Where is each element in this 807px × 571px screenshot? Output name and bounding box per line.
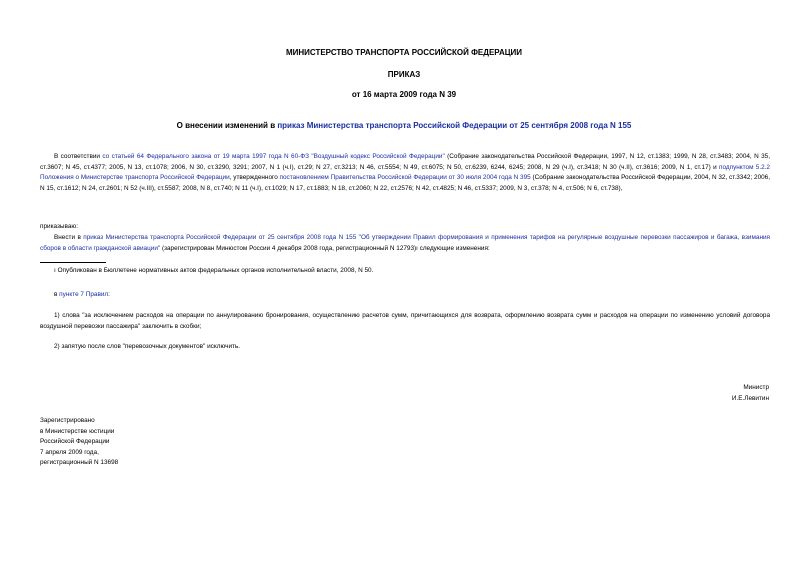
registration-line-4: 7 апреля 2009 года, <box>40 448 99 456</box>
preamble-paragraph <box>40 152 770 194</box>
clause-text-2: : <box>108 291 110 298</box>
item-2: 2) запятую после слов "перевозочных документов" исключить. <box>54 343 241 350</box>
footnote <box>54 266 754 277</box>
registration-line-5: регистрационный N 13698 <box>40 459 119 466</box>
registration-line-2: в Министерстве юстиции <box>40 427 115 435</box>
clause-text-1: в <box>54 291 60 298</box>
air-code-link[interactable]: со статьей 64 Федерального закона от 19 марта 1997 года N 60-ФЗ "Воздушный кодекс Российской Федерации" <box>102 153 445 160</box>
amend-paragraph <box>40 233 770 254</box>
title-prefix: О внесении изменений в <box>176 121 278 130</box>
amend-text-1: Внести в <box>54 234 84 241</box>
document-title <box>40 121 768 130</box>
amend-text-2: (зарегистрирован Минюстом России 4 декабря 2008 года, регистрационный N 12793) <box>160 244 417 252</box>
preamble-text-4: (Собрание законодательства Российской Федерации, 2004, N 32, ст.3342; 2006, N 15, ст.1612; N 24, ст.2601; N 52 (ч.III), ст.5587; 2008, N 8, ст.740; N 11 (ч.I), ст.1029; N 17, ст.1883; N 18, ст.2060; N 22, ст.2576; N 42, ст.4825; N 46, ст.5337; 2009, N 3, ст.378; N 4, ст.506; N 6, ст.738), <box>40 174 771 192</box>
footnote-marker-bottom: ı <box>54 267 58 274</box>
preamble-text-2: (Собрание законодательства Российской Федерации, 1997, N 12, ст.1383; 1999, N 28, ст.3483; 2004, N 35, ст.3607; N 45, ст.4377; 2005, N 13, ст.1078; 2006, N 30, ст.3290, 3291; 2007, N 1 (ч.I), ст.29; N 27, ст.3213; N 46, ст.5554; N 49, ст.6075; N 50, ст.6239, 6244, 6245; 2008, N 29 (ч.I), ст.3418; N 30 (ч.II), ст.3616; 2009, N 1, ст.17) и <box>40 153 771 171</box>
preamble-text-1: В соответствии <box>54 153 103 160</box>
regulation-link[interactable]: подпунктом 5.2.2 Положения о Министерстве транспорта Российской Федерации <box>40 163 770 181</box>
registration-line-1: Зарегистрировано <box>40 417 95 424</box>
amend-text-3: следующие изменения: <box>417 244 490 252</box>
ministry-heading: МИНИСТЕРСТВО ТРАНСПОРТА РОССИЙСКОЙ ФЕДЕРАЦИИ <box>285 48 523 57</box>
preamble-text-3: , утвержденного <box>229 174 280 181</box>
signature-name: И.Е.Левитин <box>731 395 769 402</box>
clause-7-link[interactable]: пункте 7 Правил <box>59 291 109 298</box>
item-1: 1) слова "за исключением расходов на операции по аннулированию бронирования, осуществлению расчетов сумм, причитающихся для возврата, оформлению возврата сумм и расходов на операции по изменению условий договора воздушной перевозки пассажира" заключить в скобки; <box>40 312 770 330</box>
order-word: приказываю: <box>40 223 78 230</box>
footnote-marker[interactable]: ı <box>416 245 418 252</box>
footnote-text: Опубликован в Бюллетене нормативных актов федеральных органов исполнительной власти, 2008, N 50. <box>57 267 374 274</box>
government-decree-link[interactable]: постановлением Правительства Российской Федерации от 30 июля 2004 года N 395 <box>279 174 531 181</box>
footnote-separator <box>40 262 106 263</box>
title-link[interactable]: приказ Министерства транспорта Российской Федерации от 25 сентября 2008 года N 155 <box>277 121 632 130</box>
clause-reference <box>40 290 770 301</box>
date-number: от 16 марта 2009 года N 39 <box>351 90 457 99</box>
registration-line-3: Российской Федерации <box>40 438 110 445</box>
order-155-link[interactable]: приказ Министерства транспорта Российской Федерации от 25 сентября 2008 года N 155 "Об утверждении Правил формирования и применения тарифов на регулярные воздушные перевозки пассажиров и багажа, взимания сборов в области гражданской авиации" <box>40 234 771 252</box>
doc-type-heading: ПРИКАЗ <box>387 70 421 79</box>
signature-position: Министр <box>743 384 769 391</box>
registration-block <box>40 416 118 469</box>
